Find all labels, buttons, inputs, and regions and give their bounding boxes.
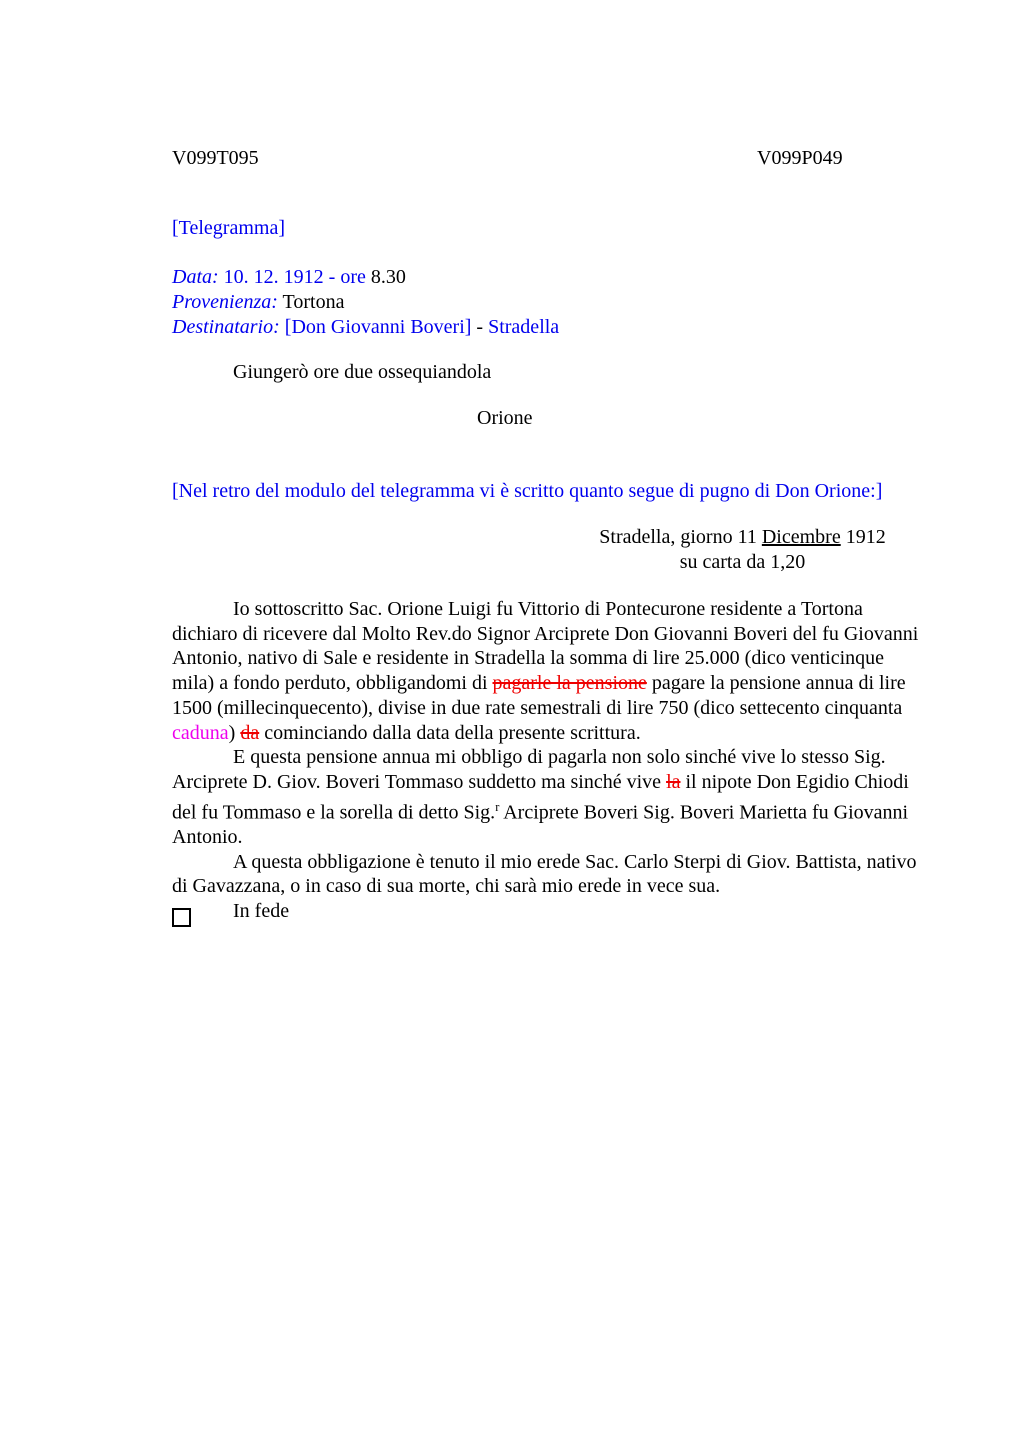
closing-in-fede: In fede: [233, 900, 290, 923]
declaration-paragraph-3: A questa obbligazione è tenuto il mio erede Sac. Carlo Sterpi di Giov. Battista, nativo di Gavazzana, o in caso di sua morte, chi sarà mio erede in vece sua.: [172, 850, 917, 898]
verso-editorial-note: [Nel retro del modulo del telegramma vi è scritto quanto segue di pugno di Don Orione:]: [172, 480, 883, 502]
declaration-paragraph-1: Io sottoscritto Sac. Orione Luigi fu Vittorio di Pontecurone residente a Tortona dichiaro di ricevere dal Molto Rev.do Signor Arciprete Don Giovanni Boveri del fu Giovanni Antonio, nativo di Sale e residente in Stradella la somma di lire 25.000 (dico venticinque mila) a fondo perduto, obbligandomi di pagarle la pensione pagare la pensione annua di lire 1500 (millecinquecento), divise in due rate semestrali di lire 750 (dico settecento cinquanta caduna) da cominciando dalla data della presente scrittura.: [172, 598, 919, 744]
telegram-meta-block: [172, 265, 932, 340]
telegram-message-text: Giungerò ore due ossequiandola: [233, 361, 492, 383]
telegram-type-label: [Telegramma]: [172, 217, 285, 239]
dateline-block: [460, 525, 1024, 575]
telegram-destinatario-row: Destinatario: [Don Giovanni Boveri] - Stradella: [172, 316, 560, 338]
doc-ref-code-right: V099P049: [757, 147, 843, 169]
dateline-place-date: Stradella, giorno 11 Dicembre 1912: [599, 526, 886, 548]
dateline-paper-note: su carta da 1,20: [679, 551, 806, 573]
telegram-signature: Orione: [477, 407, 533, 429]
doc-ref-code-left: V099T095: [172, 147, 259, 169]
telegram-provenienza-row: Provenienza: Tortona: [172, 291, 345, 313]
empty-square-icon: [172, 908, 191, 927]
telegram-data-row: Data: 10. 12. 1912 - ore 8.30: [172, 266, 406, 288]
declaration-paragraph-2: E questa pensione annua mi obbligo di pagarla non solo sinché vive lo stesso Sig. Arciprete D. Giov. Boveri Tommaso suddetto ma sinché vive la il nipote Don Egidio Chiodi del fu Tommaso e la sorella di detto Sig.$^r$ Arciprete Boveri Sig. Boveri Marietta fu Giovanni Antonio.: [172, 746, 909, 848]
declaration-body: [172, 597, 924, 924]
